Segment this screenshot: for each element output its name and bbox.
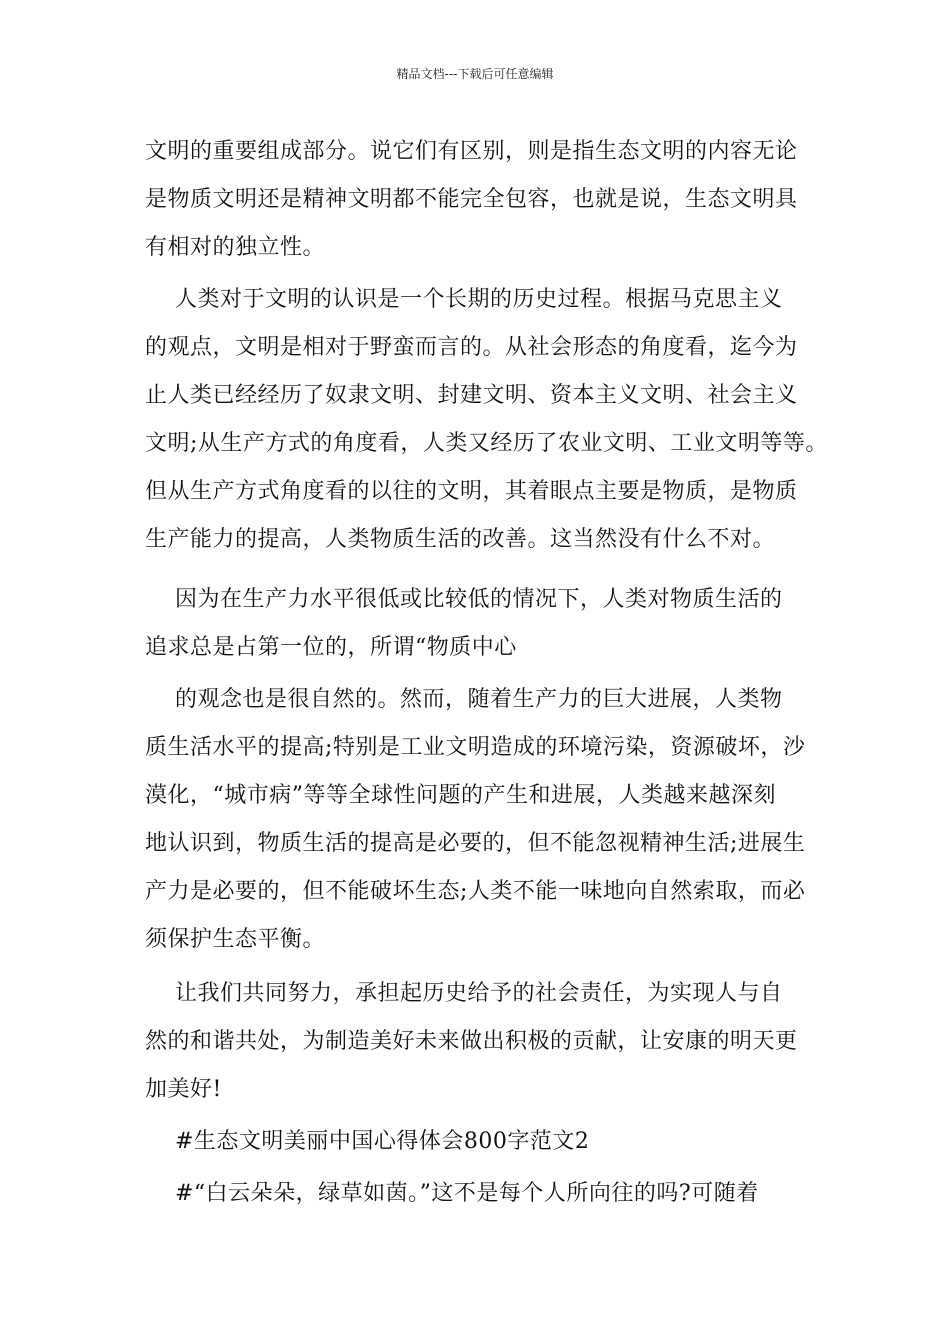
text-line: 的观点，文明是相对于野蛮而言的。从社会形态的角度看，迄今为 <box>145 335 798 360</box>
paragraph <box>145 970 825 1114</box>
text-line: 但从生产方式角度看的以往的文明，其着眼点主要是物质，是物质 <box>145 479 798 504</box>
text-line: 文明;从生产方式的角度看，人类又经历了农业文明、工业文明等等。 <box>145 431 828 456</box>
text-line: 产力是必要的，但不能破坏生态;人类不能一味地向自然索取，而必 <box>145 879 806 904</box>
text-line: 追求总是占第一位的，所谓“物质中心 <box>145 635 517 660</box>
text-line: 让我们共同努力，承担起历史给予的社会责任，为实现人与自 <box>145 981 783 1006</box>
paragraph <box>145 1118 825 1166</box>
text-line: 有相对的独立性。 <box>145 235 326 260</box>
text-line: 的观念也是很自然的。然而，随着生产力的巨大进展，人类物 <box>145 687 783 712</box>
text-line: 须保护生态平衡。 <box>145 927 326 952</box>
paragraph <box>145 276 828 564</box>
text-line: 质生活水平的提高;特别是工业文明造成的环境污染，资源破坏，沙 <box>145 735 806 760</box>
text-line: 人类对于文明的认识是一个长期的历史过程。根据马克思主义 <box>145 287 783 312</box>
text-line: 因为在生产力水平很低或比较低的情况下，人类对物质生活的 <box>145 587 783 612</box>
text-line: 止人类已经经历了奴隶文明、封建文明、资本主义文明、社会主义 <box>145 383 798 408</box>
text-line: 是物质文明还是精神文明都不能完全包容，也就是说，生态文明具 <box>145 187 798 212</box>
paragraph <box>145 576 825 672</box>
text-line: 文明的重要组成部分。说它们有区别，则是指生态文明的内容无论 <box>145 139 798 164</box>
paragraph <box>145 128 825 272</box>
text-line: 生产能力的提高，人类物质生活的改善。这当然没有什么不对。 <box>145 527 776 552</box>
page-header: 精品文档---下载后可任意编辑 <box>396 67 554 81</box>
text-line: 漠化，“城市病”等等全球性问题的产生和进展，人类越来越深刻 <box>145 783 776 808</box>
paragraph <box>145 676 825 964</box>
text-line: 然的和谐共处，为制造美好未来做出积极的贡献，让安康的明天更 <box>145 1029 798 1054</box>
text-line: #“白云朵朵，绿草如茵。”这不是每个人所向往的吗?可随着 <box>145 1181 759 1206</box>
text-line: 加美好! <box>145 1077 222 1102</box>
paragraph <box>145 1170 825 1218</box>
section-heading: #生态文明美丽中国心得体会800字范文2 <box>145 1129 590 1154</box>
text-line: 地认识到，物质生活的提高是必要的，但不能忽视精神生活;进展生 <box>145 831 806 856</box>
